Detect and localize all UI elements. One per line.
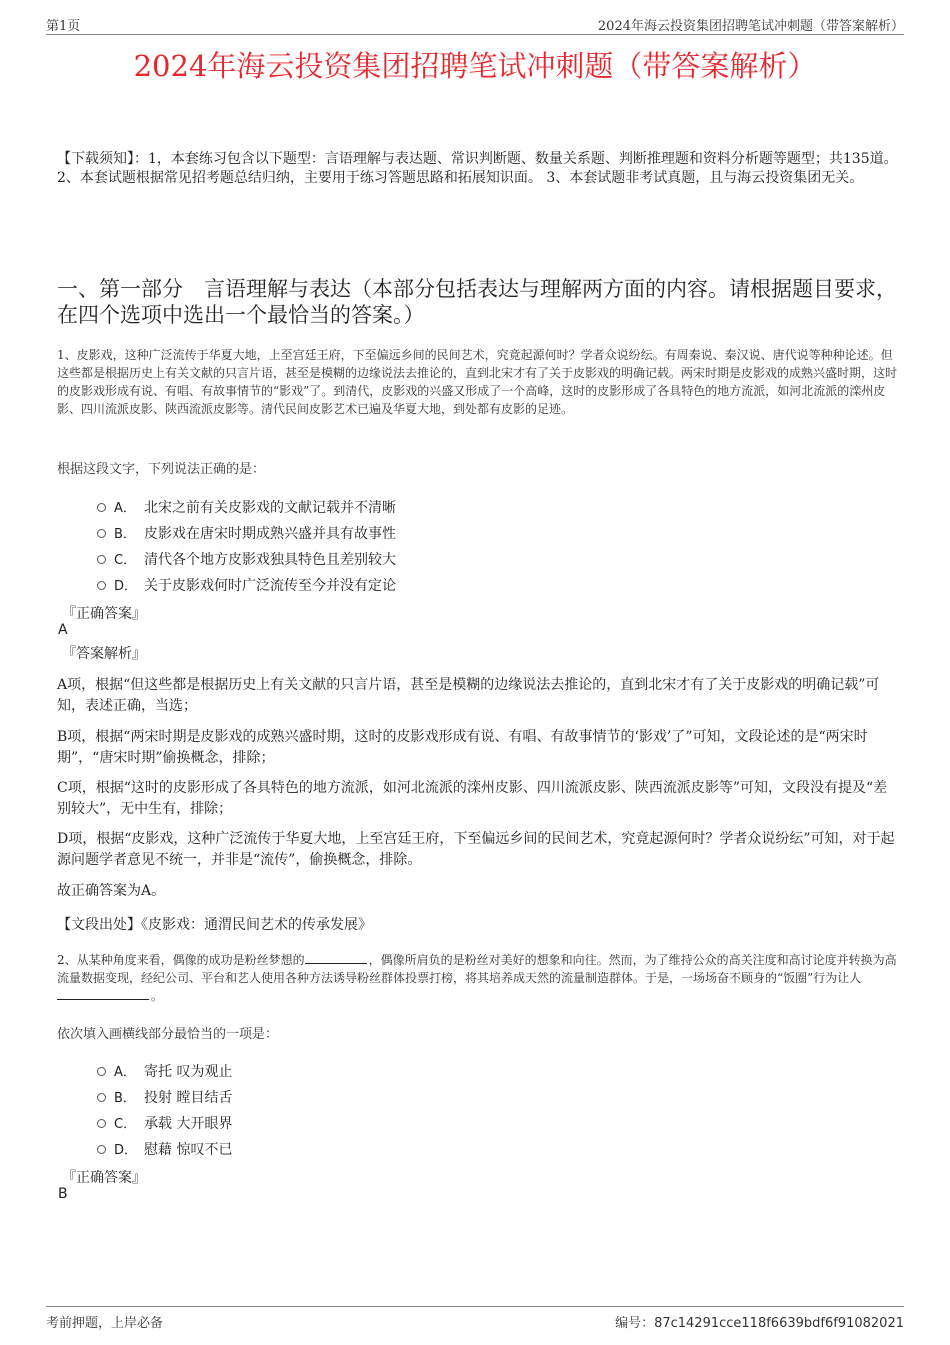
question-2-answer-label: 『正确答案』 — [62, 1170, 146, 1186]
question-1-stem: 1、皮影戏，这种广泛流传于华夏大地，上至宫廷王府，下至偏远乡间的民间艺术，究竟起源何时？学者众说纷纭。有周秦说、秦汉说、唐代说等种种论述。但这些都是根据历史上有关文献的只言片语，甚至是模糊的边缘说法去推论的，直到北宋才有了关于皮影戏的明确记载。两宋时期是皮影戏的成熟兴盛时期，这时的皮影戏形成有说、有唱、有故事情节的“影戏”了。到清代，皮影戏的兴盛又形成了一个高峰，这时的皮影形成了各具特色的地方流派，如河北流派的滦州皮影、四川流派皮影、陕西流派皮影等。清代民间皮影艺术已遍及华夏大地，到处都有皮影的足迹。 — [57, 348, 898, 416]
question-1-answer: A — [58, 622, 68, 638]
analysis-option-b: B项，根据“两宋时期是皮影戏的成熟兴盛时期，这时的皮影戏形成有说、有唱、有故事情节的‘影戏’了”可知，文段论述的是“两宋时期”，“唐宋时期”偷换概念，排除； — [57, 729, 868, 766]
question-1-prompt: 根据这段文字，下列说法正确的是： — [57, 462, 266, 477]
source-citation: 【文段出处】《皮影戏：通渭民间艺术的传承发展》 — [57, 917, 372, 933]
radio-icon[interactable] — [97, 581, 106, 590]
analysis-option-d: D项，根据“皮影戏，这种广泛流传于华夏大地，上至宫廷王府，下至偏远乡间的民间艺术，究竟起源何时？学者众说纷纭”可知，对于起源问题学者意见不统一，并非是“流传”，偷换概念，排除。 — [57, 831, 895, 868]
radio-icon[interactable] — [97, 555, 106, 564]
radio-icon[interactable] — [97, 1067, 106, 1076]
radio-icon[interactable] — [97, 1093, 106, 1102]
footer-slogan: 考前押题，上岸必备 — [46, 1316, 164, 1331]
question-2-stem: 2、从某种角度来看，偶像的成功是粉丝梦想的 ，偶像所肩负的是粉丝对美好的想象和向往。然而，为了维持公众的高关注度和高讨论度并转换为高流量数据变现，经纪公司、平台和艺人使用各种方法诱导粉丝群体投票打榜，将其培养成天然的流量制造群体。于是，一场场奋不顾身的“饭圈”行为让人。 — [57, 953, 897, 1003]
question-1-option-b[interactable]: B． 皮影戏在唐宋时期成熟兴盛并具有故事性 — [97, 523, 396, 543]
radio-icon[interactable] — [97, 1119, 106, 1128]
header-doc-title: 2024年海云投资集团招聘笔试冲刺题（带答案解析） — [597, 19, 904, 34]
footer-code: 编号：87c14291cce118f6639bdf6f91082021 — [615, 1316, 904, 1331]
question-2-answer: B — [58, 1186, 68, 1202]
analysis-option-c: C项，根据“这时的皮影形成了各具特色的地方流派，如河北流派的滦州皮影、四川流派皮影、陕西流派皮影等”可知，文段没有提及“差别较大”，无中生有，排除； — [57, 780, 888, 817]
question-2-option-c[interactable]: C． 承载 大开眼界 — [97, 1113, 232, 1133]
radio-icon[interactable] — [97, 1145, 106, 1154]
question-1-analysis-label: 『答案解析』 — [62, 646, 146, 662]
radio-icon[interactable] — [97, 529, 106, 538]
radio-icon[interactable] — [97, 503, 106, 512]
analysis-conclusion: 故正确答案为A。 — [57, 883, 166, 899]
question-2-option-d[interactable]: D． 慰藉 惊叹不已 — [97, 1139, 232, 1159]
question-2-prompt: 依次填入画横线部分最恰当的一项是： — [57, 1027, 279, 1042]
question-2-option-b[interactable]: B． 投射 瞠目结舌 — [97, 1087, 232, 1107]
question-1-option-d[interactable]: D． 关于皮影戏何时广泛流传至今并没有定论 — [97, 575, 396, 595]
page-footer — [46, 1306, 904, 1329]
page-number: 第1页 — [46, 19, 81, 34]
question-2-option-a[interactable]: A． 寄托 叹为观止 — [97, 1061, 232, 1081]
question-1-option-c[interactable]: C． 清代各个地方皮影戏独具特色且差别较大 — [97, 549, 396, 569]
document-title: 2024年海云投资集团招聘笔试冲刺题（带答案解析） — [133, 49, 817, 83]
question-1-option-a[interactable]: A． 北宋之前有关皮影戏的文献记载并不清晰 — [97, 497, 396, 517]
fill-blank-2 — [57, 987, 149, 1000]
download-notice: 【下载须知】：1，本套练习包含以下题型：言语理解与表达题、常识判断题、数量关系题、判断推理题和资料分析题等题型；共135道。 2、本套试题根据常见招考题总结归纳，主要用于练习答题思路和拓展知识面。 3、本套试题非考试真题，且与海云投资集团无关。 — [57, 151, 898, 186]
fill-blank-1 — [305, 951, 367, 964]
analysis-option-a: A项，根据“但这些都是根据历史上有关文献的只言片语，甚至是模糊的边缘说法去推论的，直到北宋才有了关于皮影戏的明确记载”可知，表述正确，当选； — [57, 677, 880, 714]
question-1-answer-label: 『正确答案』 — [62, 606, 146, 622]
page-header — [46, 14, 904, 35]
section-heading: 一、第一部分 言语理解与表达（本部分包括表达与理解两方面的内容。请根据题目要求，在四个选项中选出一个最恰当的答案。） — [57, 277, 897, 327]
